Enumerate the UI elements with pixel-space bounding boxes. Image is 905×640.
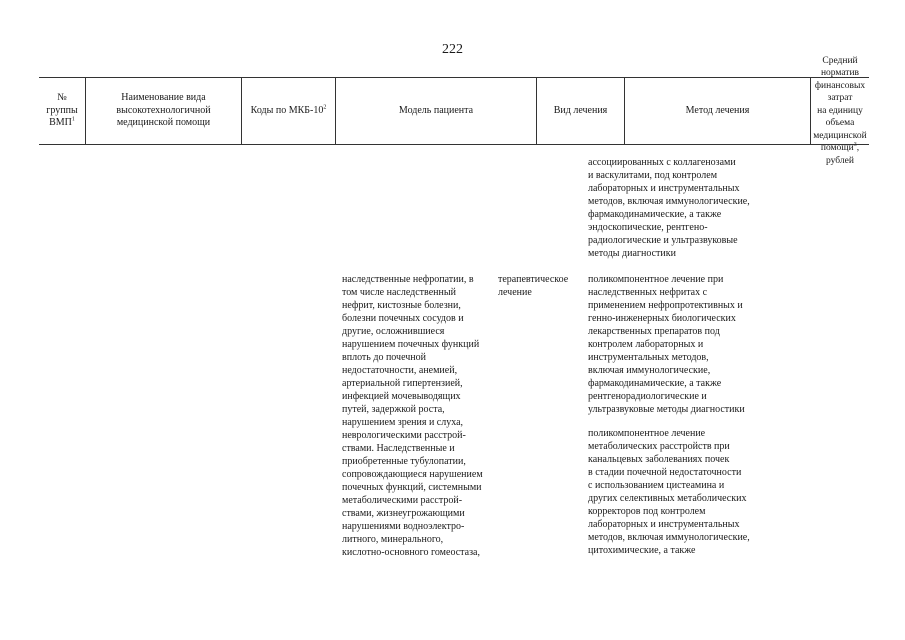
header-treatment-method: Метод лечения [625, 78, 811, 144]
header-financial-cost: Средний норматив финансовых затрат на единицу объема медицинской помощи$^3$, рублей [813, 55, 867, 166]
header-care-type: Наименование вида высокотехнологичной медицинской помощи [86, 78, 242, 144]
page-number: 222 [442, 42, 463, 57]
method-continuation-text: ассоциированных с коллагенозами и васкулитами, под контролем лабораторных и инструментальных методов, включая иммунологические, фармакодинамические, а также эндоскопические, рентгено- радиологические и ультразвуковые методы диагностики [588, 157, 750, 259]
patient-model-text: наследственные нефропатии, в том числе наследственный нефрит, кистозные болезни, болезни почечных сосудов и другие, осложнившиеся нарушением почечных функций вплоть до почечной недостаточности, анемией, артериальной гипертензией, инфекцией мочевыводящих путей, задержкой роста, нарушением зрения и слуха, неврологическими расстрой- ствами. Наследственные и приобретенные тубулопатии, сопровождающиеся нарушением почечных функций, системными метаболическими расстрой- ствами, жизнеугрожающими нарушениями водноэлектро- литного, минерального, кислотно-основного гомеостаза, [342, 274, 483, 558]
treatment-method-text-2: поликомпонентное лечение метаболических расстройств при канальцевых заболеваниях почек в стадии почечной недостаточности с использованием цистеамина и других селективных метаболических корректоров под контролем лабораторных и инструментальных методов, включая иммунологические, цитохимические, а также [588, 428, 750, 556]
treatment-type-text: терапевтическое лечение [498, 274, 569, 298]
header-patient-model: Модель пациента [336, 78, 537, 144]
header-group-number: № группы ВМП$^1$ [39, 78, 86, 144]
treatment-method-text-1: поликомпонентное лечение при наследственных нефритах с применением нефропротективных и генно-инженерных биологических лекарственных препаратов под контролем лабораторных и инструментальных методов, включая иммунологические, фармакодинамические, а также рентгенорадиологические и ультразвуковые методы диагностики [588, 274, 745, 415]
header-treatment-type: Вид лечения [537, 78, 625, 144]
header-icd-codes: Коды по МКБ-$10^2$ [242, 78, 336, 144]
table-header [39, 55, 869, 166]
